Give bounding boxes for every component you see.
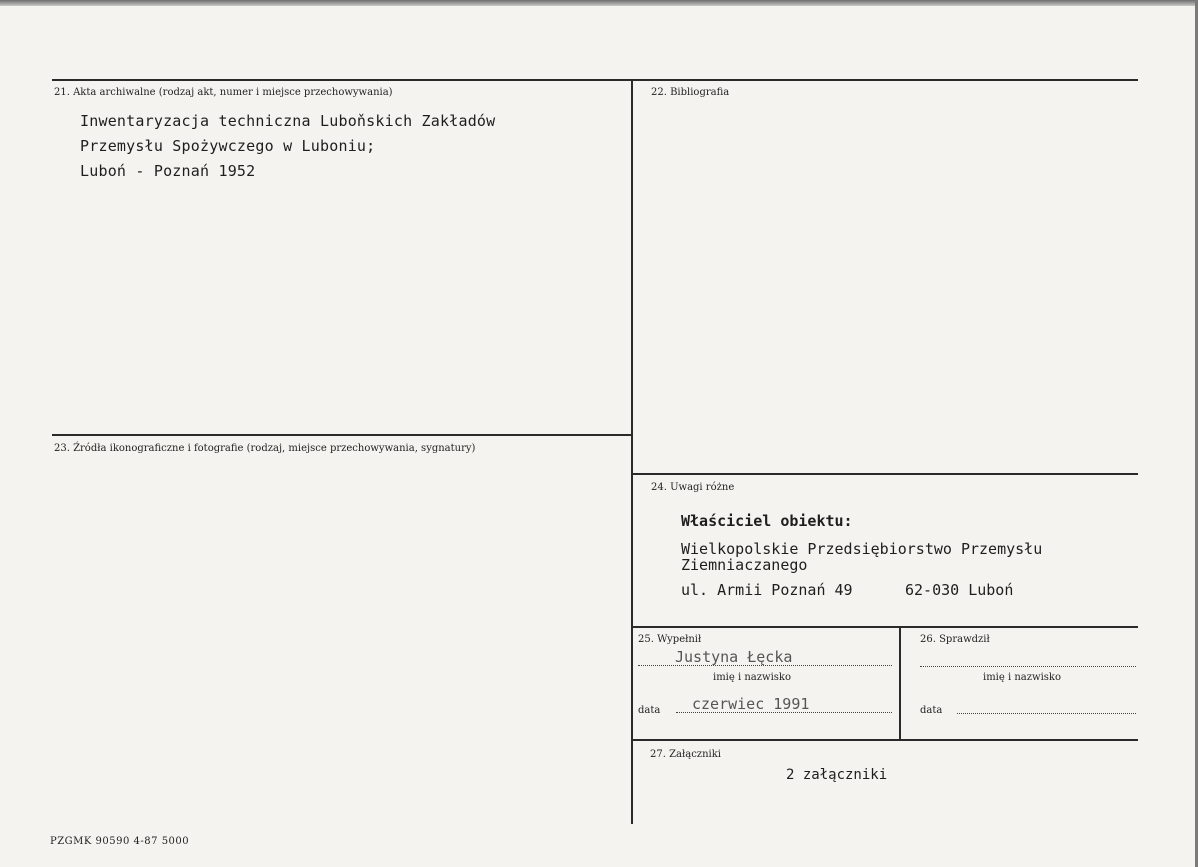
section-25-label: 25. Wypełnił	[638, 634, 702, 645]
rule-left-middle	[52, 434, 632, 436]
filled-by-date-line	[676, 712, 892, 713]
rule-right-27-top	[631, 739, 1138, 741]
scan-top-edge	[0, 0, 1198, 6]
owner-name-line-1: Wielkopolskie Przedsiębiorstwo Przemysłu	[681, 540, 1043, 558]
rule-right-24-top	[631, 473, 1138, 475]
rule-center-vertical	[631, 79, 633, 824]
section-23-label: 23. Źródła ikonograficzne i fotografie (rodzaj, miejsce przechowywania, sygnatury)	[54, 443, 476, 454]
filled-by-date: czerwiec 1991	[692, 695, 810, 713]
owner-name-line-2: Ziemniaczanego	[681, 556, 808, 574]
section-21-label: 21. Akta archiwalne (rodzaj akt, numer i miejsce przechowywania)	[54, 87, 393, 98]
filled-by-name-line	[638, 665, 892, 666]
filled-by-date-label: data	[638, 705, 661, 716]
rule-top	[52, 79, 1138, 81]
filled-by-name-caption: imię i nazwisko	[713, 672, 791, 683]
section-21-line-3: Luboń - Poznań 1952	[80, 162, 256, 180]
section-26-label: 26. Sprawdził	[920, 634, 990, 645]
print-code: PZGMK 90590 4-87 5000	[50, 836, 190, 847]
checked-by-name-caption: imię i nazwisko	[983, 672, 1061, 683]
owner-address-city: 62-030 Luboń	[905, 581, 1014, 599]
attachments-value: 2 załączniki	[786, 767, 888, 783]
owner-heading: Właściciel obiektu:	[681, 512, 853, 530]
section-21-line-1: Inwentaryzacja techniczna Luboňskich Zakładów	[80, 112, 496, 130]
checked-by-name-line	[920, 666, 1136, 667]
checked-by-date-line	[957, 713, 1136, 714]
rule-25-26-divider	[899, 626, 901, 740]
checked-by-date-label: data	[920, 705, 943, 716]
section-22-label: 22. Bibliografia	[651, 87, 730, 98]
rule-right-25-top	[631, 626, 1138, 628]
section-21-line-2: Przemysłu Spożywczego w Luboniu;	[80, 137, 376, 155]
section-27-label: 27. Załączniki	[650, 749, 721, 760]
section-24-label: 24. Uwagi różne	[651, 482, 735, 493]
filled-by-name: Justyna Łęcka	[675, 648, 793, 666]
owner-address-street: ul. Armii Poznań 49	[681, 581, 853, 599]
